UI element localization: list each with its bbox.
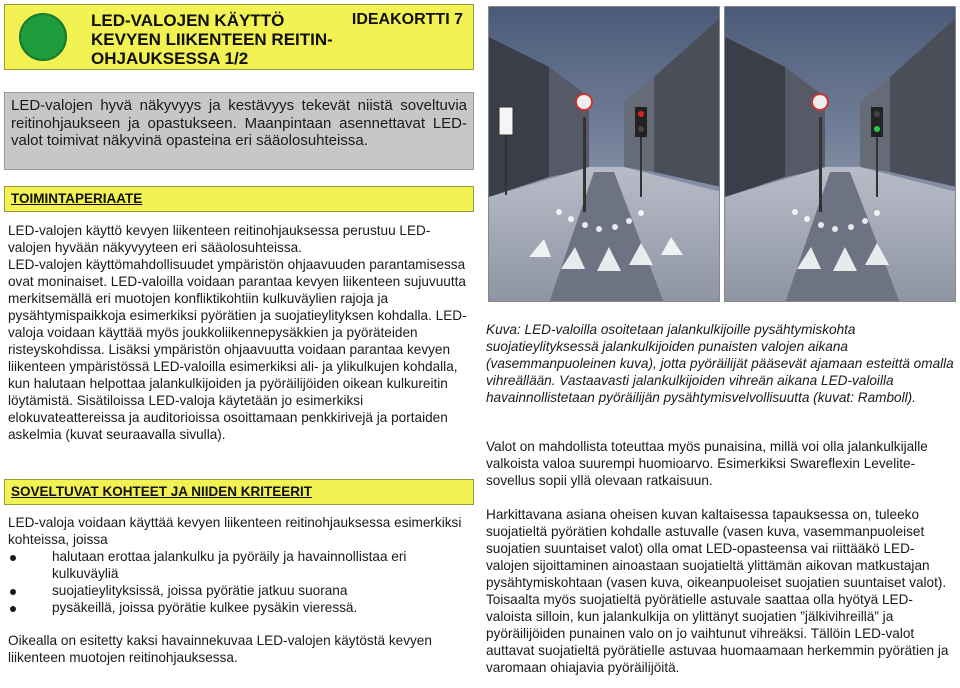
paragraph: Harkittavana asiana oheisen kuvan kaltaisessa tapauksessa on, tuleeko suojatieltä pyörätien kohdalle astuvalle (vasen kuva, vasemmanpuoleiset suojatien suuntaiset valot) olla omat LED-opasteensa vai riittääkö LED-valojen sijoittaminen ainoastaan suojatieltä ylittämän aikovan matkustajan pysähtymiskohtaan (vasen kuva, oikeanpuoleiset suojatien suuntaiset valot). Toisaalta myös suojatieltä pyörätielle astuvale saattaa olla hyötyä LED-valoista silloin, kun jalankulkija on ylittänyt suojatien ”jälkivihreillä” ja pyöräilijöiden punainen valo on jo vaihtunut vihreäksi. Tällöin LED-valot auttavat suojatieltä pyörätielle astuvaa huomaamaan herkemmin pyörätien ja varomaan ohiajavia pyöräilijöitä. [486, 507, 949, 675]
criteria-list [8, 548, 472, 616]
section-heading: TOIMINTAPERIAATE [11, 191, 143, 206]
intro-box: LED-valojen hyvä näkyvyys ja kestävyys tekevät niistä soveltuvia reitinohjaukseen ja opastukseen. Maanpintaan asennettavat LED-valot toimivat näkyvinä opasteina eri sääolosuhteissa. [4, 92, 474, 170]
street-scene-image [725, 7, 956, 302]
photo-caption: Kuva: LED-valoilla osoitetaan jalankulkijoille pysähtymiskohta suojatieylityksessä jalankulkijoiden punaisten valojen aikana (vasemmanpuoleinen kuva), jotta pyöräilijät pääsevät ajamaan esteittä omalla vihreällään. Vastaavasti jalankulkijoiden vihreän aikana LED-valoilla havainnollistetaan pyöräilijän pysähtymisvelvollisuutta (kuvat: Ramboll). [486, 322, 954, 405]
principle-body [8, 222, 472, 443]
street-scene-image [489, 7, 720, 302]
photo-pedestrian-green [724, 6, 956, 302]
list-item: pysäkeillä, joissa pyörätie kulkee pysäkin vieressä. [8, 599, 472, 616]
green-circle-icon [19, 13, 67, 61]
paragraph: LED-valojen käyttö kevyen liikenteen reitinohjauksessa perustuu LED-valojen hyvään näkyvyyteen eri sääolosuhteissa. [8, 223, 431, 255]
card-label: IDEAKORTTI 7 [351, 11, 463, 28]
paragraph: LED-valojen käyttömahdollisuudet ympäristön ohjaavuuden parantamisessa ovat moninaiset. LED-valoilla voidaan parantaa kevyen liikenteen sujuvuutta merkitsemällä eri muotojen konfliktikohtiin kulkuväylien rajoja ja pysähtymispaikkoja esimerkiksi pyörätien ja suojatieylityksen kohdalla. LED-valoja voidaan käyttää myös joukkoliikennepysäkkien ja pyöräteiden risteyskohdissa. Lisäksi ympäristön ohjaavuutta voidaan parantaa kevyen liikenteen ympäristössä LED-valoilla esimerkiksi ali- ja ylikulkujen kohdalla, kun halutaan helpottaa jalankulkijoiden ja pyöräilijöiden oikean kulkureitin löytämistä. Sisätiloissa LED-valoja käytetään jo esimerkiksi elokuvateattereissa ja auditorioissa osoittamaan penkkirivejä ja portaiden askelmia (kuvat seuraavalla sivulla). [8, 257, 467, 442]
section-header-principle [4, 186, 474, 212]
targets-closing: Oikealla on esitetty kaksi havainnekuvaa LED-valojen käytöstä kevyen liikenteen muotojen reitinohjauksessa. [8, 633, 432, 665]
paragraph: Valot on mahdollista toteuttaa myös punaisina, millä voi olla jalankulkijalle valkoista valoa suurempi huomioarvo. Esimerkiksi Swareflexin Levelite-sovellus sopii yllä olevaan ratkaisuun. [486, 439, 928, 488]
section-header-targets [4, 479, 474, 505]
list-item: halutaan erottaa jalankulku ja pyöräily ja havainnollistaa eri kulkuväyliä [8, 548, 472, 582]
title-box [4, 4, 474, 70]
targets-lead: LED-valoja voidaan käyttää kevyen liikenteen reitinohjauksessa esimerkiksi kohteissa, joissa [8, 515, 462, 547]
photo-pedestrian-red [488, 6, 720, 302]
list-item: suojatieylityksissä, joissa pyörätie jatkuu suorana [8, 582, 472, 599]
page-title: LED-VALOJEN KÄYTTÖ KEVYEN LIIKENTEEN REITIN- OHJAUKSESSA 1/2 [91, 11, 333, 68]
section-heading: SOVELTUVAT KOHTEET JA NIIDEN KRITEERIT [11, 484, 313, 499]
